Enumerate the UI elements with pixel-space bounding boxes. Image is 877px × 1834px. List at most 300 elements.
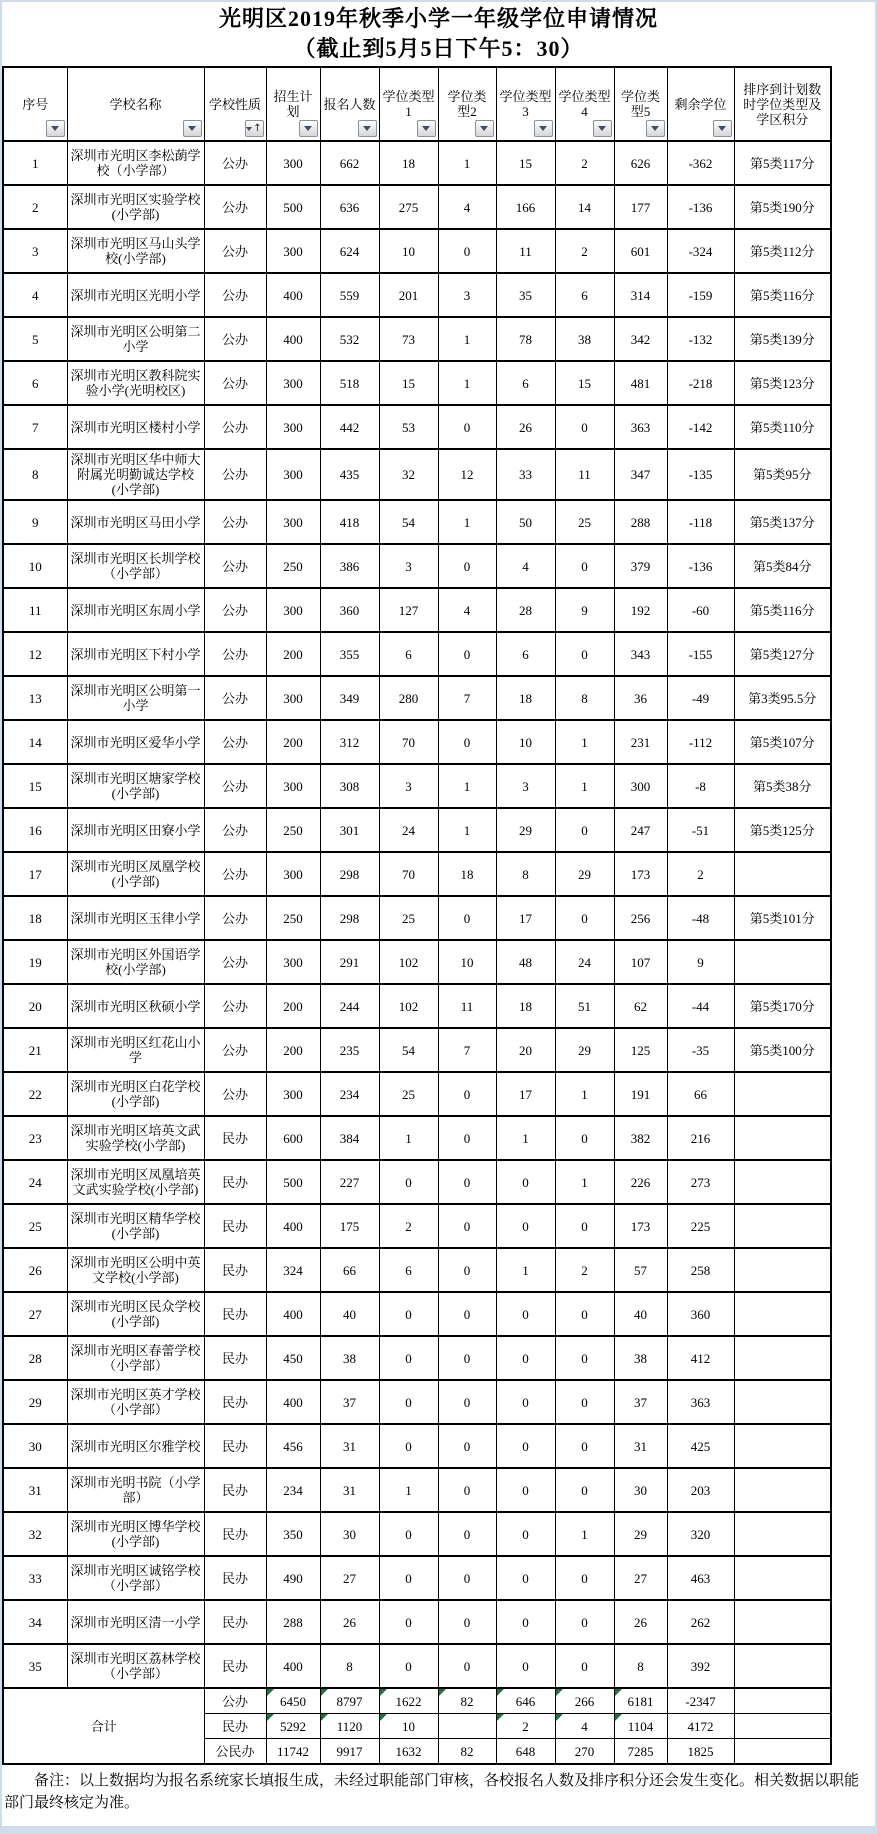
degree-type5-cell: 343: [614, 632, 667, 676]
schools-table: [2, 66, 832, 1765]
degree-type3-cell: 6: [496, 361, 555, 405]
degree-type3-cell: 0: [496, 1512, 555, 1556]
school-type-cell: 民办: [204, 1468, 266, 1512]
remaining-cell: -8: [667, 764, 734, 808]
seq-cell: 17: [3, 852, 67, 896]
degree-type1-cell: 54: [379, 1028, 438, 1072]
remaining-cell: -118: [667, 500, 734, 544]
school-type-cell: 公办: [204, 720, 266, 764]
degree-type5-cell: 363: [614, 405, 667, 449]
table-row: [3, 229, 831, 273]
degree-type1-cell: 0: [379, 1336, 438, 1380]
school-type-cell: 公办: [204, 544, 266, 588]
plan-cell: 200: [266, 632, 320, 676]
degree-type2-cell: 0: [438, 1116, 496, 1160]
degree-type4-cell: 2: [555, 141, 614, 185]
degree-type4-cell: 0: [555, 1336, 614, 1380]
header-ranking-cell: [734, 67, 831, 141]
degree-type1-cell: 0: [379, 1424, 438, 1468]
degree-type2-cell: 3: [438, 273, 496, 317]
applicants-cell: 662: [320, 141, 379, 185]
seq-cell: 33: [3, 1556, 67, 1600]
table-row: [3, 1072, 831, 1116]
remaining-cell: -362: [667, 141, 734, 185]
ranking-cell: [734, 1600, 831, 1644]
ranking-cell: 第5类116分: [734, 588, 831, 632]
school-type-cell: 公办: [204, 764, 266, 808]
filter-button[interactable]: [183, 120, 202, 137]
remaining-cell: 203: [667, 1468, 734, 1512]
table-row: [3, 273, 831, 317]
plan-cell: 200: [266, 1028, 320, 1072]
applicants-cell: 312: [320, 720, 379, 764]
school-type-cell: 民办: [204, 1116, 266, 1160]
page-title-line-2: （截止到5月5日下午5：30）: [293, 36, 584, 61]
plan-cell: 288: [266, 1600, 320, 1644]
degree-type4-cell: 2: [555, 229, 614, 273]
table-row: [3, 544, 831, 588]
table-row: [3, 1248, 831, 1292]
ranking-cell: [734, 1512, 831, 1556]
school-type-cell: 民办: [204, 1512, 266, 1556]
degree-type3-cell: 0: [496, 1160, 555, 1204]
degree-type3-cell: 10: [496, 720, 555, 764]
school-type-cell: 公办: [204, 229, 266, 273]
school-type-cell: 公办: [204, 273, 266, 317]
degree-type1-cell: 1632: [379, 1739, 438, 1765]
filter-sort-button[interactable]: [245, 120, 264, 137]
degree-type2-cell: 0: [438, 1380, 496, 1424]
applicants-cell: 40: [320, 1292, 379, 1336]
degree-type2-cell: 0: [438, 1336, 496, 1380]
header-applicants-cell: [320, 67, 379, 141]
ranking-cell: 第3类95.5分: [734, 676, 831, 720]
filter-button[interactable]: [475, 120, 494, 137]
table-row: [3, 1116, 831, 1160]
plan-cell: 300: [266, 361, 320, 405]
school-type-cell: 公办: [204, 185, 266, 229]
table-row: [3, 896, 831, 940]
applicants-cell: 291: [320, 940, 379, 984]
degree-type4-cell: 38: [555, 317, 614, 361]
remaining-cell: 425: [667, 1424, 734, 1468]
school-name-cell: 深圳市光明区白花学校(小学部): [67, 1072, 204, 1116]
seq-cell: 31: [3, 1468, 67, 1512]
error-triangle-icon: [321, 1689, 328, 1696]
remaining-cell: 4172: [667, 1714, 734, 1739]
header-seq-cell: [3, 67, 67, 141]
school-type-cell: 公办: [204, 317, 266, 361]
table-row: [3, 1160, 831, 1204]
table-row: [3, 764, 831, 808]
header-label: 招生计划: [273, 89, 313, 119]
degree-type3-cell: 20: [496, 1028, 555, 1072]
degree-type4-cell: 0: [555, 544, 614, 588]
seq-cell: 9: [3, 500, 67, 544]
degree-type4-cell: 0: [555, 1380, 614, 1424]
applicants-cell: 9917: [320, 1739, 379, 1765]
school-name-cell: 深圳市光明区华中师大附属光明勤诚达学校(小学部): [67, 449, 204, 500]
applicants-cell: 175: [320, 1204, 379, 1248]
seq-cell: 11: [3, 588, 67, 632]
applicants-cell: 360: [320, 588, 379, 632]
degree-type3-cell: 28: [496, 588, 555, 632]
degree-type2-cell: 0: [438, 1072, 496, 1116]
degree-type4-cell: 0: [555, 1644, 614, 1688]
header-degree-type5-cell: [614, 67, 667, 141]
seq-cell: 7: [3, 405, 67, 449]
degree-type2-cell: 11: [438, 984, 496, 1028]
plan-cell: 300: [266, 1072, 320, 1116]
seq-cell: 30: [3, 1424, 67, 1468]
degree-type5-cell: 231: [614, 720, 667, 764]
degree-type1-cell: 0: [379, 1644, 438, 1688]
degree-type2-cell: 7: [438, 1028, 496, 1072]
error-triangle-icon: [556, 1689, 563, 1696]
degree-type5-cell: 382: [614, 1116, 667, 1160]
remaining-cell: -136: [667, 544, 734, 588]
degree-type2-cell: 12: [438, 449, 496, 500]
seq-cell: 13: [3, 676, 67, 720]
applicants-cell: 227: [320, 1160, 379, 1204]
ranking-cell: 第5类110分: [734, 405, 831, 449]
degree-type1-cell: 3: [379, 764, 438, 808]
degree-type1-cell: 53: [379, 405, 438, 449]
degree-type2-cell: 0: [438, 405, 496, 449]
ranking-cell: 第5类123分: [734, 361, 831, 405]
table-row: [3, 1600, 831, 1644]
remaining-cell: 258: [667, 1248, 734, 1292]
degree-type4-cell: 11: [555, 449, 614, 500]
remaining-cell: -51: [667, 808, 734, 852]
seq-cell: 8: [3, 449, 67, 500]
school-name-cell: 深圳市光明区荔林学校（小学部）: [67, 1644, 204, 1688]
applicants-cell: 298: [320, 852, 379, 896]
degree-type4-cell: 0: [555, 808, 614, 852]
seq-cell: 14: [3, 720, 67, 764]
applicants-cell: 308: [320, 764, 379, 808]
ranking-cell: 第5类100分: [734, 1028, 831, 1072]
degree-type1-cell: 1: [379, 1116, 438, 1160]
seq-cell: 16: [3, 808, 67, 852]
filter-button[interactable]: [534, 120, 553, 137]
seq-cell: 22: [3, 1072, 67, 1116]
school-name-cell: 深圳市光明区培英文武实验学校(小学部): [67, 1116, 204, 1160]
school-name-cell: 深圳市光明区凤凰培英文武实验学校(小学部): [67, 1160, 204, 1204]
school-type-cell: 民办: [204, 1424, 266, 1468]
plan-cell: 6450: [266, 1688, 320, 1714]
degree-type2-cell: 0: [438, 632, 496, 676]
ranking-cell: [734, 1204, 831, 1248]
degree-type5-cell: 601: [614, 229, 667, 273]
ranking-cell: 第5类137分: [734, 500, 831, 544]
error-triangle-icon: [439, 1689, 446, 1696]
school-name-cell: 深圳市光明区玉律小学: [67, 896, 204, 940]
applicants-cell: 27: [320, 1556, 379, 1600]
school-type-cell: 民办: [204, 1380, 266, 1424]
filter-dropdown-icon: [246, 127, 252, 131]
school-type-cell: 公办: [204, 808, 266, 852]
degree-type2-cell: 4: [438, 185, 496, 229]
header-plan-cell: [266, 67, 320, 141]
degree-type2-cell: 0: [438, 1644, 496, 1688]
degree-type4-cell: 2: [555, 1248, 614, 1292]
applicants-cell: 518: [320, 361, 379, 405]
applicants-cell: 38: [320, 1336, 379, 1380]
school-type-cell: 民办: [204, 1600, 266, 1644]
plan-cell: 11742: [266, 1739, 320, 1765]
degree-type5-cell: 31: [614, 1424, 667, 1468]
table-body: [3, 141, 831, 1764]
plan-cell: 200: [266, 720, 320, 764]
remaining-cell: 363: [667, 1380, 734, 1424]
ranking-cell: [734, 852, 831, 896]
table-row: [3, 1468, 831, 1512]
applicants-cell: 349: [320, 676, 379, 720]
remaining-cell: -135: [667, 449, 734, 500]
degree-type1-cell: 1: [379, 1468, 438, 1512]
degree-type2-cell: 0: [438, 896, 496, 940]
remaining-cell: 66: [667, 1072, 734, 1116]
plan-cell: 350: [266, 1512, 320, 1556]
totals-row: [3, 1688, 831, 1714]
degree-type1-cell: 10: [379, 229, 438, 273]
degree-type3-cell: 0: [496, 1556, 555, 1600]
error-triangle-icon: [267, 1714, 274, 1721]
degree-type5-cell: 37: [614, 1380, 667, 1424]
degree-type3-cell: 0: [496, 1204, 555, 1248]
table-row: [3, 1512, 831, 1556]
school-name-cell: 深圳市光明区李松蓢学校（小学部）: [67, 141, 204, 185]
degree-type5-cell: 192: [614, 588, 667, 632]
remaining-cell: 463: [667, 1556, 734, 1600]
remaining-cell: -44: [667, 984, 734, 1028]
school-type-cell: 公办: [204, 588, 266, 632]
plan-cell: 450: [266, 1336, 320, 1380]
ranking-cell: [734, 1380, 831, 1424]
degree-type3-cell: 17: [496, 896, 555, 940]
school-type-cell: 公办: [204, 1072, 266, 1116]
filter-button[interactable]: [713, 120, 732, 137]
header-label: 学位类型3: [499, 89, 552, 119]
degree-type2-cell: 1: [438, 500, 496, 544]
table-row: [3, 1644, 831, 1688]
degree-type5-cell: 57: [614, 1248, 667, 1292]
applicants-cell: 1120: [320, 1714, 379, 1739]
degree-type5-cell: 247: [614, 808, 667, 852]
applicants-cell: 26: [320, 1600, 379, 1644]
table-row: [3, 317, 831, 361]
degree-type2-cell: 82: [438, 1739, 496, 1765]
school-name-cell: 深圳市光明区马山头学校(小学部): [67, 229, 204, 273]
degree-type5-cell: 36: [614, 676, 667, 720]
degree-type3-cell: 0: [496, 1468, 555, 1512]
degree-type5-cell: 27: [614, 1556, 667, 1600]
table-row: [3, 940, 831, 984]
degree-type4-cell: 0: [555, 1468, 614, 1512]
degree-type5-cell: 481: [614, 361, 667, 405]
ranking-cell: [734, 1116, 831, 1160]
degree-type2-cell: 0: [438, 1512, 496, 1556]
totals-type-cell: 公办: [204, 1688, 266, 1714]
degree-type1-cell: 15: [379, 361, 438, 405]
degree-type3-cell: 0: [496, 1644, 555, 1688]
table-row: [3, 1292, 831, 1336]
ranking-cell: 第5类127分: [734, 632, 831, 676]
degree-type5-cell: 125: [614, 1028, 667, 1072]
degree-type5-cell: 30: [614, 1468, 667, 1512]
header-school-name-cell: [67, 67, 204, 141]
remaining-cell: 273: [667, 1160, 734, 1204]
remaining-cell: 360: [667, 1292, 734, 1336]
ranking-cell: [734, 1336, 831, 1380]
degree-type1-cell: 3: [379, 544, 438, 588]
error-triangle-icon: [267, 1689, 274, 1696]
school-type-cell: 公办: [204, 449, 266, 500]
table-row: [3, 1028, 831, 1072]
seq-cell: 5: [3, 317, 67, 361]
remaining-cell: -142: [667, 405, 734, 449]
degree-type2-cell: 4: [438, 588, 496, 632]
degree-type1-cell: 6: [379, 1248, 438, 1292]
ranking-cell: [734, 1688, 831, 1714]
filter-button[interactable]: [46, 120, 65, 137]
school-name-cell: 深圳市光明区楼村小学: [67, 405, 204, 449]
degree-type3-cell: 166: [496, 185, 555, 229]
applicants-cell: 435: [320, 449, 379, 500]
ranking-cell: [734, 1644, 831, 1688]
totals-label-cell: 合计: [3, 1688, 204, 1764]
plan-cell: 200: [266, 984, 320, 1028]
applicants-cell: 244: [320, 984, 379, 1028]
degree-type3-cell: 6: [496, 632, 555, 676]
school-type-cell: 公办: [204, 1028, 266, 1072]
header-label: 学位类型2: [447, 89, 487, 119]
applicants-cell: 66: [320, 1248, 379, 1292]
filter-button[interactable]: [358, 120, 377, 137]
ranking-cell: 第5类116分: [734, 273, 831, 317]
remaining-cell: -136: [667, 185, 734, 229]
school-name-cell: 深圳市光明书院（小学部）: [67, 1468, 204, 1512]
plan-cell: 500: [266, 1160, 320, 1204]
filter-dropdown-icon: [598, 126, 606, 131]
seq-cell: 25: [3, 1204, 67, 1248]
degree-type2-cell: 1: [438, 317, 496, 361]
table-row: [3, 720, 831, 764]
degree-type5-cell: 626: [614, 141, 667, 185]
plan-cell: 300: [266, 229, 320, 273]
degree-type4-cell: 0: [555, 896, 614, 940]
table-row: [3, 449, 831, 500]
filter-button[interactable]: [417, 120, 436, 137]
degree-type3-cell: 78: [496, 317, 555, 361]
filter-dropdown-icon: [651, 126, 659, 131]
table-row: [3, 405, 831, 449]
degree-type4-cell: 0: [555, 1424, 614, 1468]
remaining-cell: -35: [667, 1028, 734, 1072]
seq-cell: 12: [3, 632, 67, 676]
sort-ascending-icon: ↑: [253, 122, 262, 134]
school-name-cell: 深圳市光明区精华学校(小学部): [67, 1204, 204, 1248]
ranking-cell: 第5类101分: [734, 896, 831, 940]
ranking-cell: [734, 1556, 831, 1600]
degree-type3-cell: 1: [496, 1248, 555, 1292]
applicants-cell: 532: [320, 317, 379, 361]
applicants-cell: 234: [320, 1072, 379, 1116]
filter-button[interactable]: [646, 120, 665, 137]
plan-cell: 300: [266, 500, 320, 544]
degree-type3-cell: 0: [496, 1380, 555, 1424]
filter-dropdown-icon: [539, 126, 547, 131]
degree-type5-cell: 1104: [614, 1714, 667, 1739]
plan-cell: 400: [266, 1380, 320, 1424]
plan-cell: 300: [266, 764, 320, 808]
applicants-cell: 355: [320, 632, 379, 676]
table-row: [3, 500, 831, 544]
remaining-cell: -49: [667, 676, 734, 720]
degree-type5-cell: 26: [614, 1600, 667, 1644]
degree-type1-cell: 18: [379, 141, 438, 185]
page-title-line-1: 光明区2019年秋季小学一年级学位申请情况: [218, 6, 658, 31]
remaining-cell: -48: [667, 896, 734, 940]
ranking-cell: 第5类112分: [734, 229, 831, 273]
table-row: [3, 808, 831, 852]
degree-type3-cell: 33: [496, 449, 555, 500]
school-type-cell: 公办: [204, 676, 266, 720]
degree-type3-cell: 35: [496, 273, 555, 317]
ranking-cell: [734, 1292, 831, 1336]
remaining-cell: -155: [667, 632, 734, 676]
header-remaining-cell: [667, 67, 734, 141]
seq-cell: 23: [3, 1116, 67, 1160]
ranking-cell: 第5类170分: [734, 984, 831, 1028]
table-row: [3, 1424, 831, 1468]
seq-cell: 15: [3, 764, 67, 808]
ranking-cell: [734, 1739, 831, 1765]
degree-type1-cell: 73: [379, 317, 438, 361]
school-type-cell: 公办: [204, 896, 266, 940]
error-triangle-icon: [380, 1689, 387, 1696]
plan-cell: 234: [266, 1468, 320, 1512]
remaining-cell: -2347: [667, 1688, 734, 1714]
school-name-cell: 深圳市光明区田寮小学: [67, 808, 204, 852]
seq-cell: 34: [3, 1600, 67, 1644]
table-row: [3, 1556, 831, 1600]
seq-cell: 1: [3, 141, 67, 185]
applicants-cell: 37: [320, 1380, 379, 1424]
degree-type3-cell: 50: [496, 500, 555, 544]
seq-cell: 6: [3, 361, 67, 405]
school-type-cell: 民办: [204, 1556, 266, 1600]
school-name-cell: 深圳市光明区公明第二小学: [67, 317, 204, 361]
applicants-cell: 31: [320, 1424, 379, 1468]
degree-type1-cell: 70: [379, 720, 438, 764]
page-title: [2, 2, 875, 66]
filter-dropdown-icon: [188, 126, 196, 131]
school-name-cell: 深圳市光明区民众学校(小学部): [67, 1292, 204, 1336]
seq-cell: 21: [3, 1028, 67, 1072]
remaining-cell: 412: [667, 1336, 734, 1380]
degree-type2-cell: 0: [438, 1424, 496, 1468]
filter-button[interactable]: [299, 120, 318, 137]
filter-dropdown-icon: [363, 126, 371, 131]
degree-type5-cell: 191: [614, 1072, 667, 1116]
school-name-cell: 深圳市光明区凤凰学校(小学部): [67, 852, 204, 896]
header-label: 报名人数: [323, 96, 376, 112]
filter-button[interactable]: [593, 120, 612, 137]
plan-cell: 5292: [266, 1714, 320, 1739]
degree-type3-cell: 11: [496, 229, 555, 273]
